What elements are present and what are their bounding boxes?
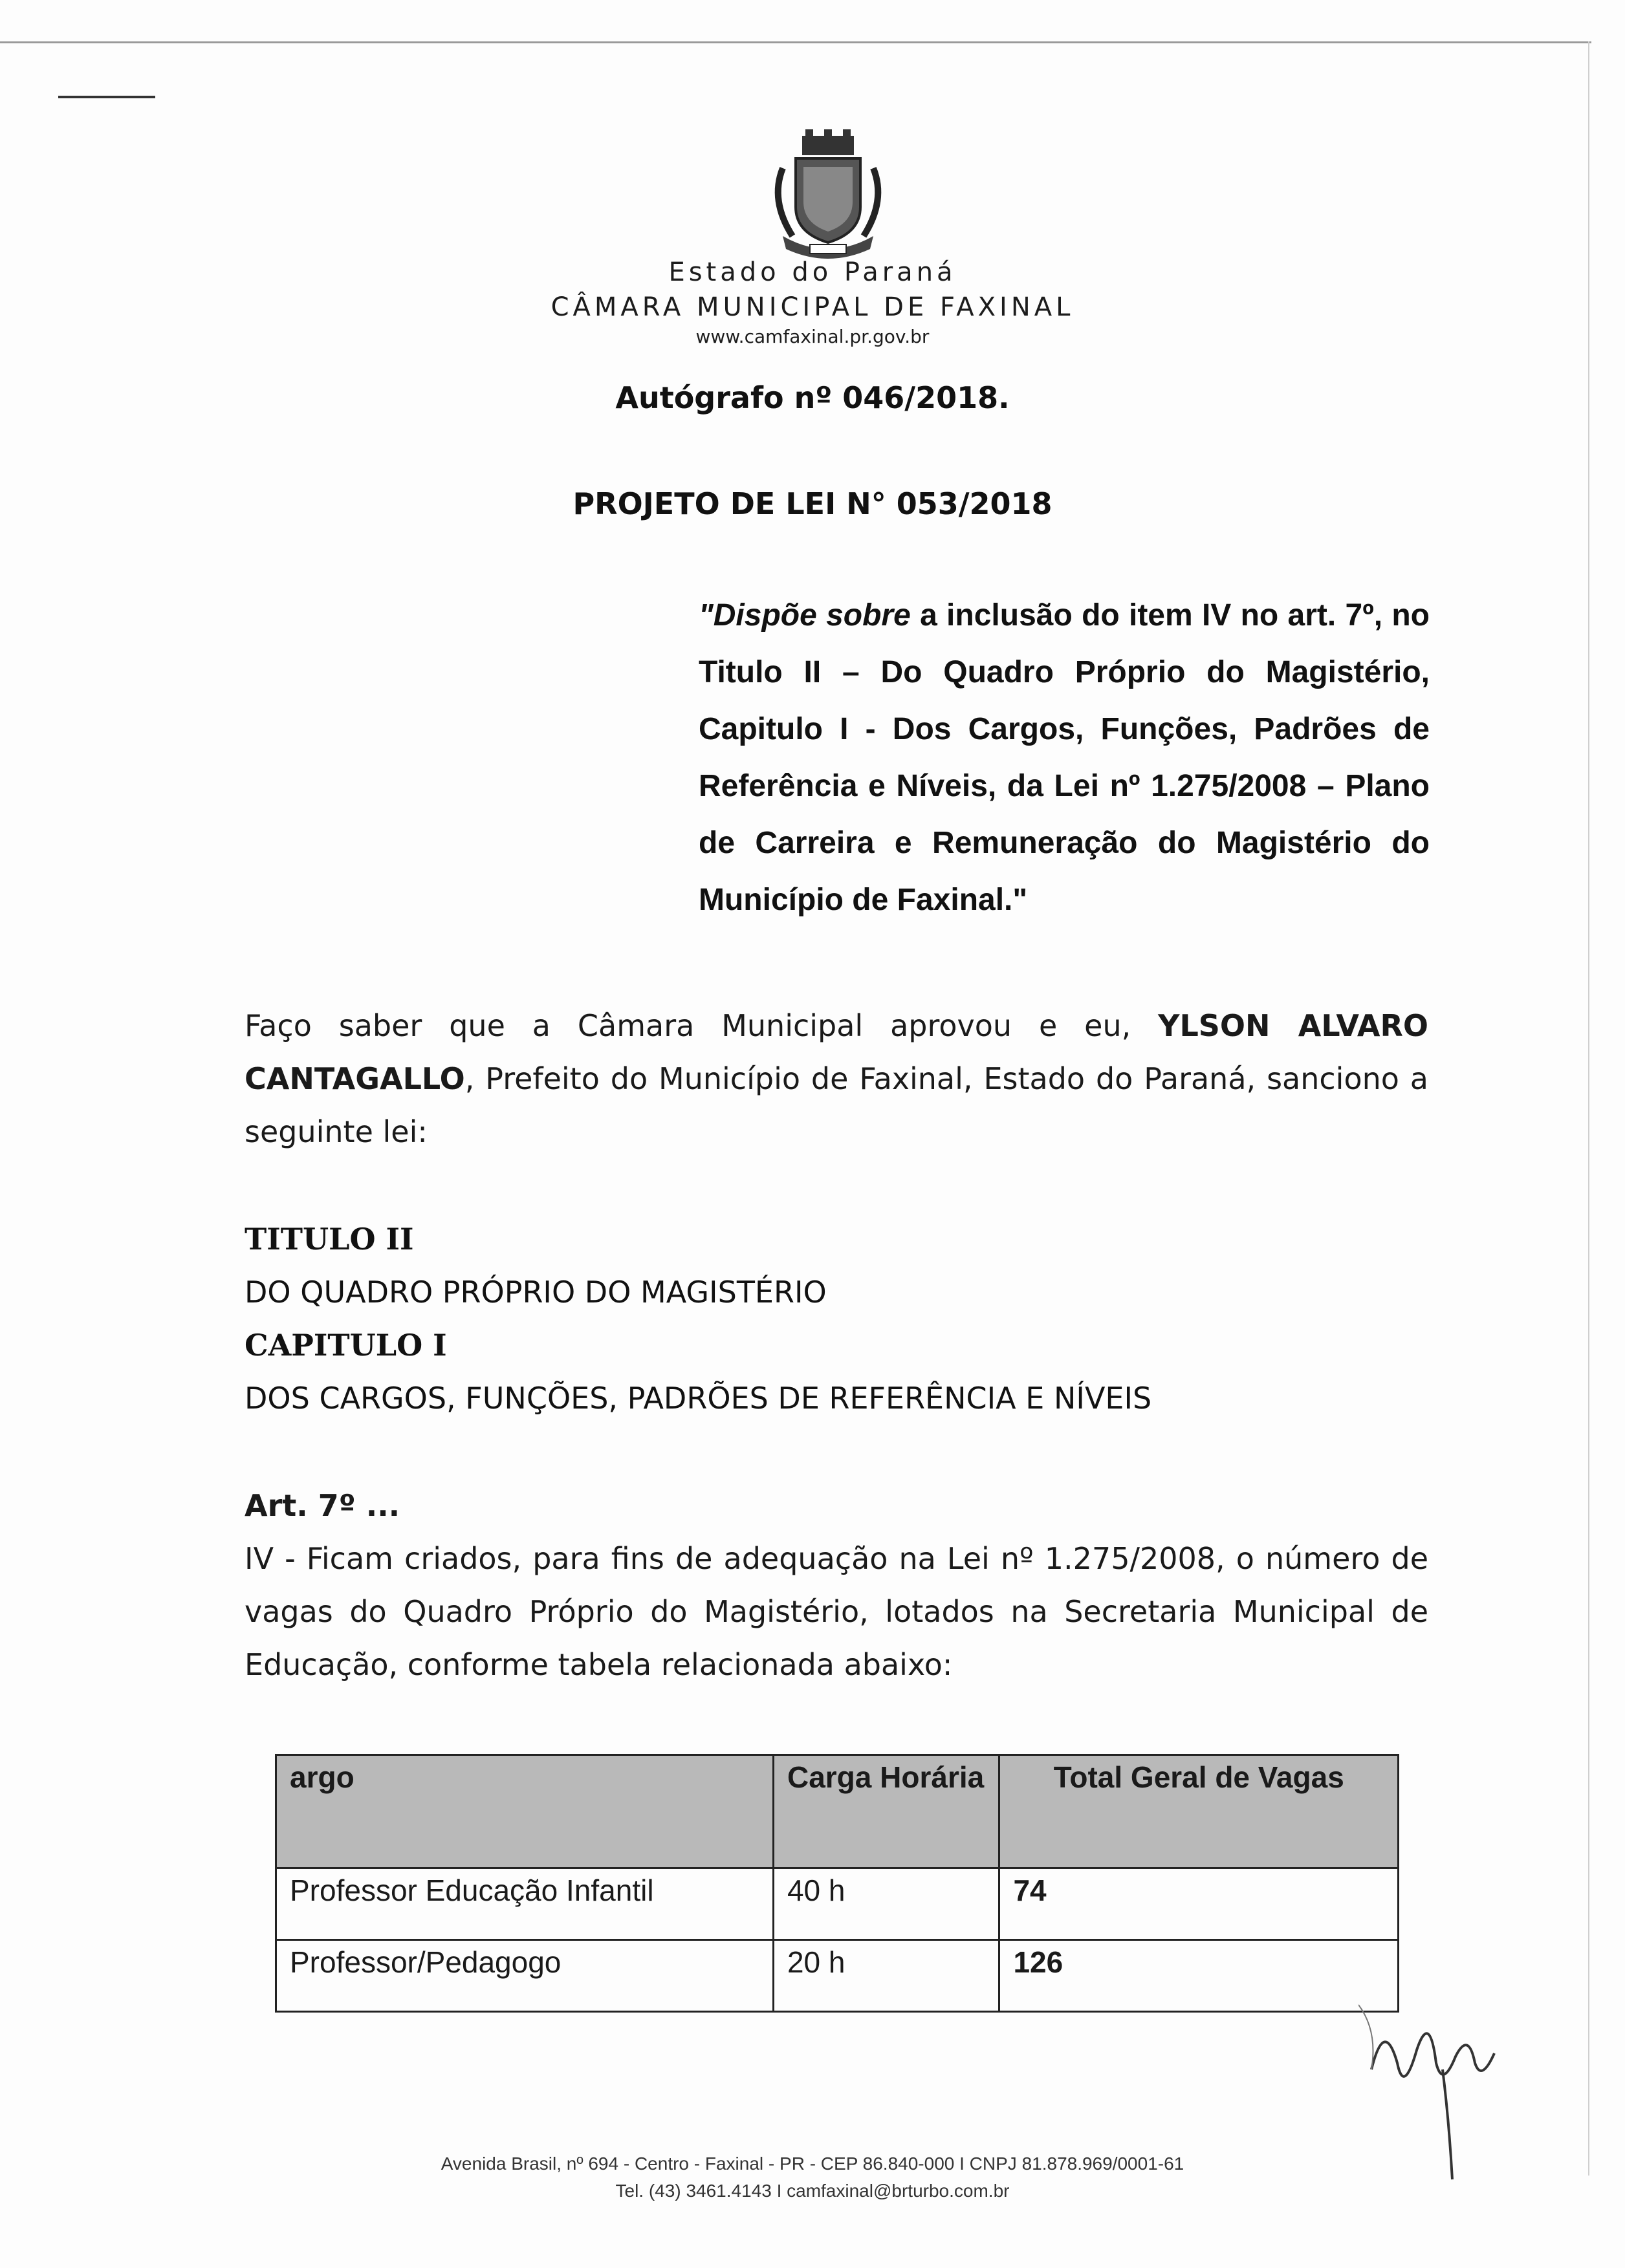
titulo-subheading: DO QUADRO PRÓPRIO DO MAGISTÉRIO bbox=[245, 1275, 827, 1310]
cell-cargo: Professor Educação Infantil bbox=[276, 1868, 774, 1940]
header-website: www.camfaxinal.pr.gov.br bbox=[695, 326, 930, 347]
footer-address: Avenida Brasil, nº 694 - Centro - Faxinal - PR - CEP 86.840-000 I CNPJ 81.878.969/0001-61 bbox=[441, 2154, 1184, 2174]
column-header-total: Total Geral de Vagas bbox=[999, 1755, 1399, 1868]
intro-paragraph bbox=[245, 999, 1428, 1158]
intro-before: Faço saber que a Câmara Municipal aprovou e eu, bbox=[245, 1008, 1159, 1043]
coat-of-arms-icon bbox=[757, 129, 899, 265]
scan-edge-top bbox=[0, 41, 1591, 43]
titulo-heading: TITULO II bbox=[245, 1222, 414, 1257]
capitulo-heading: CAPITULO I bbox=[245, 1328, 447, 1363]
ementa-text: a inclusão do item IV no art. 7º, no Titulo II – Do Quadro Próprio do Magistério, Capitulo I - Dos Cargos, Funções, Padrões de Referência e Níveis, da Lei nº 1.275/2008 – Plano de Carreira e Remuneração do Magistério do Município de Faxinal." bbox=[699, 598, 1430, 917]
column-header-carga: Carga Horária bbox=[773, 1755, 999, 1868]
mayor-name: YLSON ALVARO CANTAGALLO bbox=[245, 1008, 1428, 1096]
cell-carga: 40 h bbox=[773, 1868, 999, 1940]
vagas-table bbox=[275, 1754, 1399, 2013]
cell-total: 126 bbox=[999, 1940, 1399, 2012]
table-row bbox=[276, 1868, 1399, 1940]
cell-total: 74 bbox=[999, 1868, 1399, 1940]
projeto-title: PROJETO DE LEI N° 053/2018 bbox=[573, 486, 1052, 521]
cell-carga: 20 h bbox=[773, 1940, 999, 2012]
header-camara: CÂMARA MUNICIPAL DE FAXINAL bbox=[551, 292, 1074, 322]
intro-after: , Prefeito do Município de Faxinal, Estado do Paraná, sanciono a seguinte lei: bbox=[245, 1061, 1428, 1149]
scan-edge-right bbox=[1588, 41, 1589, 2176]
column-header-cargo: argo bbox=[276, 1755, 774, 1868]
ementa bbox=[699, 587, 1430, 929]
footer-contact: Tel. (43) 3461.4143 I camfaxinal@brturbo.com.br bbox=[615, 2181, 1010, 2201]
autografo-title: Autógrafo nº 046/2018. bbox=[615, 380, 1010, 415]
table-row bbox=[276, 1940, 1399, 2012]
ementa-lead: "Dispõe sobre bbox=[699, 598, 911, 632]
capitulo-subheading: DOS CARGOS, FUNÇÕES, PADRÕES DE REFERÊNCIA E NÍVEIS bbox=[245, 1381, 1152, 1416]
article-label: Art. 7º ... bbox=[245, 1488, 400, 1523]
header-state: Estado do Paraná bbox=[668, 257, 957, 287]
cell-cargo: Professor/Pedagogo bbox=[276, 1940, 774, 2012]
item-iv-paragraph: IV - Ficam criados, para fins de adequação na Lei nº 1.275/2008, o número de vagas do Quadro Próprio do Magistério, lotados na Secretaria Municipal de Educação, conforme tabela relacionada abaixo: bbox=[245, 1541, 1428, 1682]
table-header-row bbox=[276, 1755, 1399, 1868]
margin-dash bbox=[58, 96, 155, 98]
